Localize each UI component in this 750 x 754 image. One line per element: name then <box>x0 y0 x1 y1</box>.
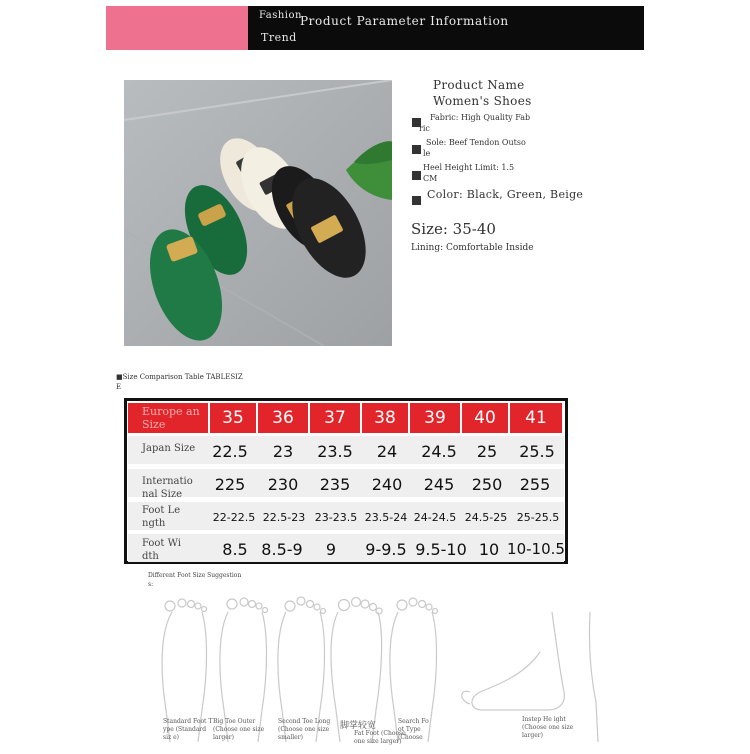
header-title: Product Parameter Information <box>300 14 509 28</box>
feet-caption: Big Toe Outer (Choose one size larger) <box>213 718 265 741</box>
feet-title-wrap: s: <box>148 581 154 588</box>
product-photo-illustration <box>124 80 392 346</box>
table-cell: 24 <box>376 442 398 461</box>
table-cell: 22.5-23 <box>262 511 306 524</box>
feet-caption: Search Fo ot Type (Choose <box>398 718 429 741</box>
size-header-cell: 41 <box>510 403 562 433</box>
table-cell: 230 <box>267 475 299 494</box>
param-fabric: Fabric: High Quality Fab <box>430 113 531 122</box>
table-cell: 23.5 <box>317 442 353 461</box>
row-label-foot-length: Foot Le ngth <box>142 505 181 529</box>
header-fashion-text: Fashion <box>259 10 302 21</box>
table-cell: 25 <box>476 442 498 461</box>
size-header-cell: 40 <box>462 403 508 433</box>
param-heel-wrap: CM <box>423 174 438 183</box>
product-name-value: Women's Shoes <box>433 94 532 108</box>
size-header-cell: 38 <box>362 403 408 433</box>
table-cell: 24-24.5 <box>413 511 457 524</box>
table-cell: 255 <box>519 475 551 494</box>
table-cell: 22-22.5 <box>212 511 256 524</box>
table-cell: 250 <box>471 475 503 494</box>
param-color: Color: Black, Green, Beige <box>427 188 584 201</box>
table-cell: 10 <box>478 540 500 559</box>
table-cell: 8.5-9 <box>261 540 303 559</box>
bullet-icon <box>412 196 421 205</box>
table-cell: 10-10.5 <box>507 540 565 558</box>
feet-caption: Fat Foot (Choose one size larger) <box>354 730 406 745</box>
table-cell: 25.5 <box>519 442 555 461</box>
size-table-caption: ■Size Comparison Table TABLESIZ <box>116 373 243 381</box>
header-accent <box>106 6 248 50</box>
feet-caption: Instep He ight (Choose one size larger) <box>522 716 574 739</box>
table-cell: 9.5-10 <box>415 540 467 559</box>
feet-title: Different Foot Size Suggestion <box>148 572 242 579</box>
product-name-label: Product Name <box>433 78 525 92</box>
product-photo <box>124 80 392 346</box>
feet-caption: Second Toe Long (Choose one size smaller) <box>278 718 331 741</box>
row-label-foot-width: Foot Wi dth <box>142 538 181 562</box>
table-cell: 23 <box>272 442 294 461</box>
size-header-cell: 39 <box>410 403 460 433</box>
table-cell: 245 <box>423 475 455 494</box>
row-label-japan: Japan Size <box>142 443 196 454</box>
table-cell: 225 <box>214 475 246 494</box>
param-size: Size: 35-40 <box>411 220 496 238</box>
param-lining: Lining: Comfortable Inside <box>411 243 534 253</box>
feet-watermark: 脚掌较宽 <box>340 721 377 731</box>
table-cell: 240 <box>371 475 403 494</box>
size-header-cell: 35 <box>210 403 256 433</box>
size-header-cell: 37 <box>310 403 360 433</box>
header-europe-size: Europe an Size <box>128 403 208 433</box>
row-label-international: Internatio nal Size <box>142 476 193 500</box>
table-cell: 22.5 <box>212 442 248 461</box>
size-table-caption-wrap: E <box>116 383 122 391</box>
table-cell: 24.5 <box>421 442 457 461</box>
table-cell: 23.5-24 <box>364 511 408 524</box>
param-sole: Sole: Beef Tendon Outso <box>426 138 526 147</box>
table-cell: 9-9.5 <box>365 540 407 559</box>
table-cell: 23-23.5 <box>314 511 358 524</box>
header-trend-text: Trend <box>261 31 297 44</box>
bullet-icon <box>412 145 421 154</box>
table-cell: 9 <box>325 540 337 559</box>
table-cell: 8.5 <box>222 540 248 559</box>
table-cell: 25-25.5 <box>516 511 560 524</box>
bullet-icon <box>412 171 421 180</box>
size-header-cell: 36 <box>258 403 308 433</box>
feet-caption: Standard Foot T ype (Standard siz e) <box>163 718 213 741</box>
table-cell: 235 <box>319 475 351 494</box>
table-cell: 24.5-25 <box>464 511 508 524</box>
param-heel: Heel Height Limit: 1.5 <box>423 163 515 172</box>
param-fabric-wrap: ric <box>419 124 430 133</box>
param-sole-wrap: le <box>423 149 431 158</box>
